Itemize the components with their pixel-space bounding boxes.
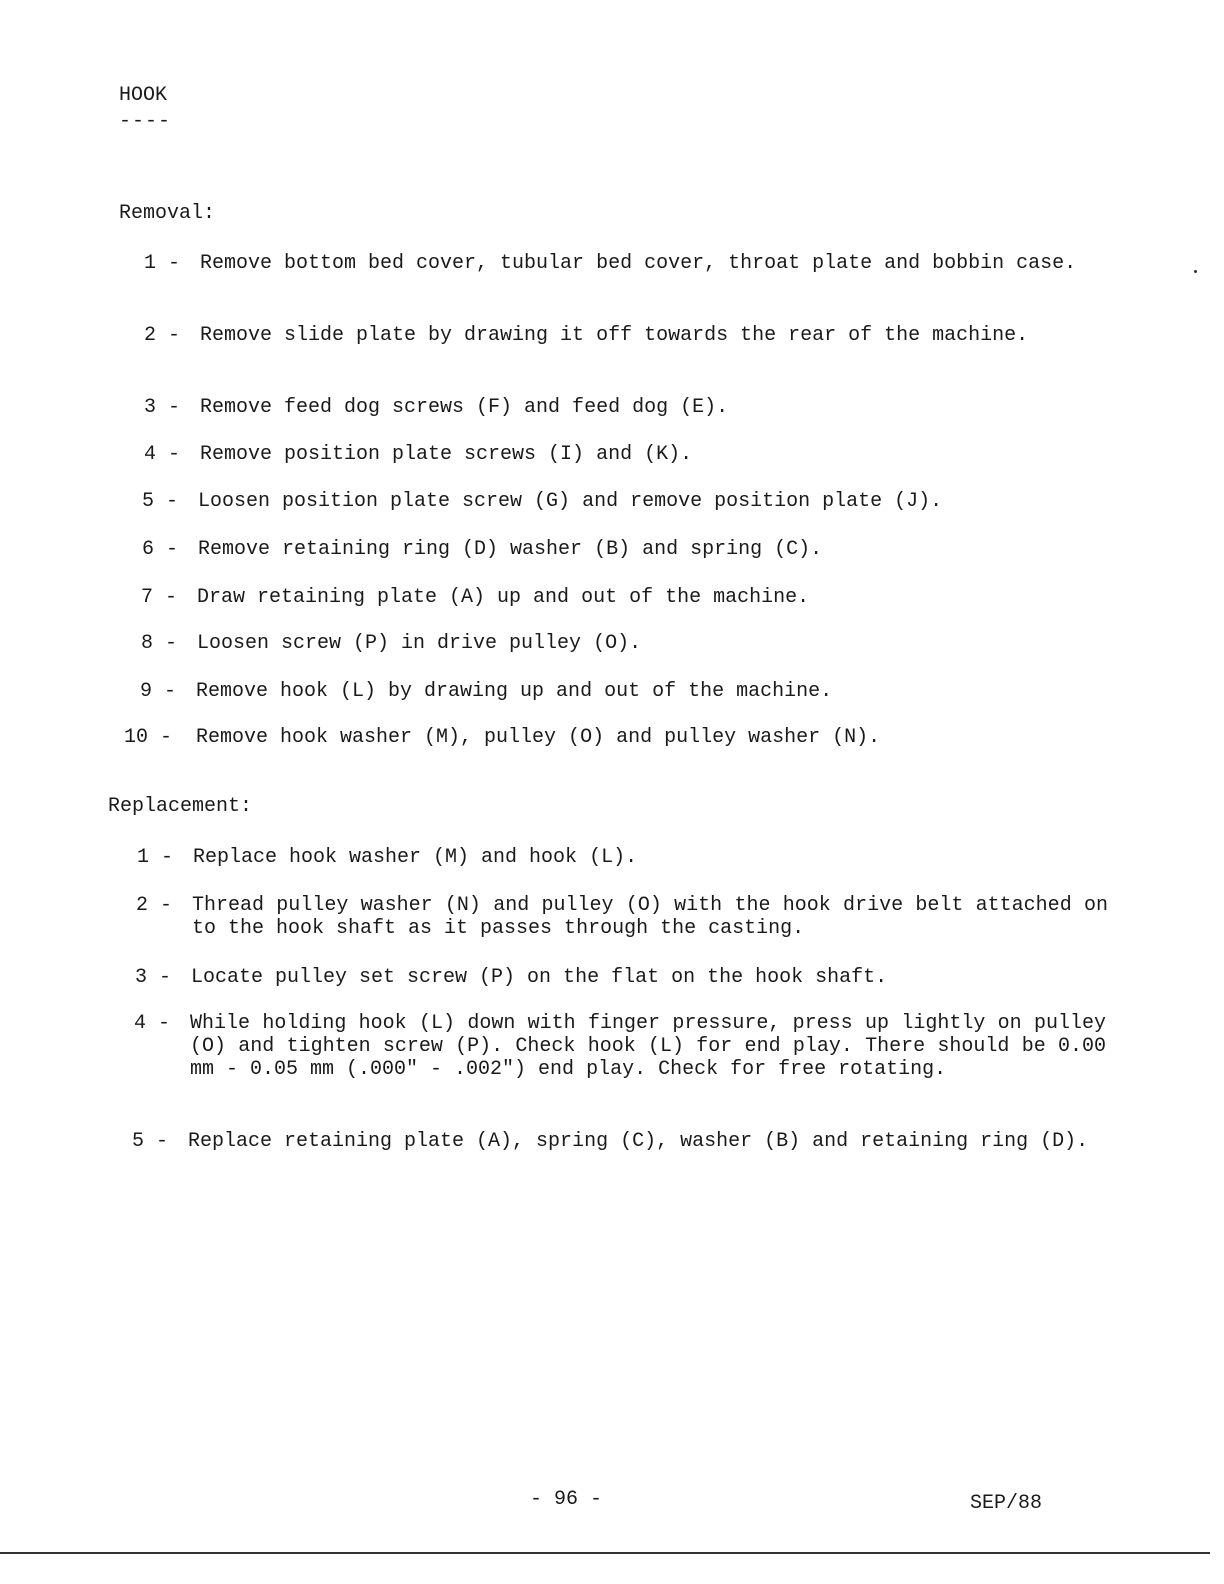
step-number: 2 - — [136, 894, 173, 917]
bottom-rule — [0, 1552, 1210, 1554]
step-text: Draw retaining plate (A) up and out of the machine. — [197, 586, 810, 609]
step-number: 1 - — [137, 846, 174, 869]
step-number: 2 - — [144, 324, 181, 347]
page-title: HOOK — [119, 84, 168, 107]
step-number: 5 - — [142, 490, 179, 513]
step-text: Loosen screw (P) in drive pulley (O). — [197, 632, 642, 655]
step-number: 3 - — [144, 396, 181, 419]
replacement-heading: Replacement: — [108, 795, 253, 818]
step-text: Remove hook washer (M), pulley (O) and pulley washer (N). — [196, 726, 881, 749]
step-text: Locate pulley set screw (P) on the flat on the hook shaft. — [191, 966, 888, 989]
step-number: 10 - — [124, 726, 173, 749]
step-number: 4 - — [144, 443, 181, 466]
step-number: 6 - — [142, 538, 179, 561]
page-number: - 96 - — [530, 1488, 603, 1511]
step-text: Remove feed dog screws (F) and feed dog (E). — [200, 396, 729, 419]
step-text: Loosen position plate screw (G) and remove position plate (J). — [198, 490, 943, 513]
step-text: Remove retaining ring (D) washer (B) and spring (C). — [198, 538, 823, 561]
step-number: 3 - — [135, 966, 172, 989]
removal-heading: Removal: — [119, 202, 216, 225]
step-number: 4 - — [134, 1012, 171, 1035]
step-text: Remove bottom bed cover, tubular bed cover, throat plate and bobbin case. — [200, 252, 1077, 275]
margin-speck — [1194, 270, 1197, 273]
step-text: While holding hook (L) down with finger pressure, press up lightly on pulley (O) and tighten screw (P). Check hook (L) for end play. There should be 0.00 mm - 0.05 mm (.000" - .002") end play. Check for free rotating. — [190, 1012, 1106, 1081]
step-number: 5 - — [132, 1130, 169, 1153]
step-text: Thread pulley washer (N) and pulley (O) with the hook drive belt attached on to the hook shaft as it passes through the casting. — [192, 894, 1108, 940]
revision-date: SEP/88 — [970, 1492, 1043, 1515]
step-text: Replace hook washer (M) and hook (L). — [193, 846, 638, 869]
title-underline: ---- — [119, 110, 172, 133]
step-number: 7 - — [141, 586, 178, 609]
step-text: Remove hook (L) by drawing up and out of the machine. — [196, 680, 833, 703]
step-number: 9 - — [140, 680, 177, 703]
step-text: Replace retaining plate (A), spring (C), washer (B) and retaining ring (D). — [188, 1130, 1089, 1153]
step-number: 8 - — [141, 632, 178, 655]
step-text: Remove slide plate by drawing it off towards the rear of the machine. — [200, 324, 1029, 347]
step-number: 1 - — [144, 252, 181, 275]
step-text: Remove position plate screws (I) and (K). — [200, 443, 693, 466]
